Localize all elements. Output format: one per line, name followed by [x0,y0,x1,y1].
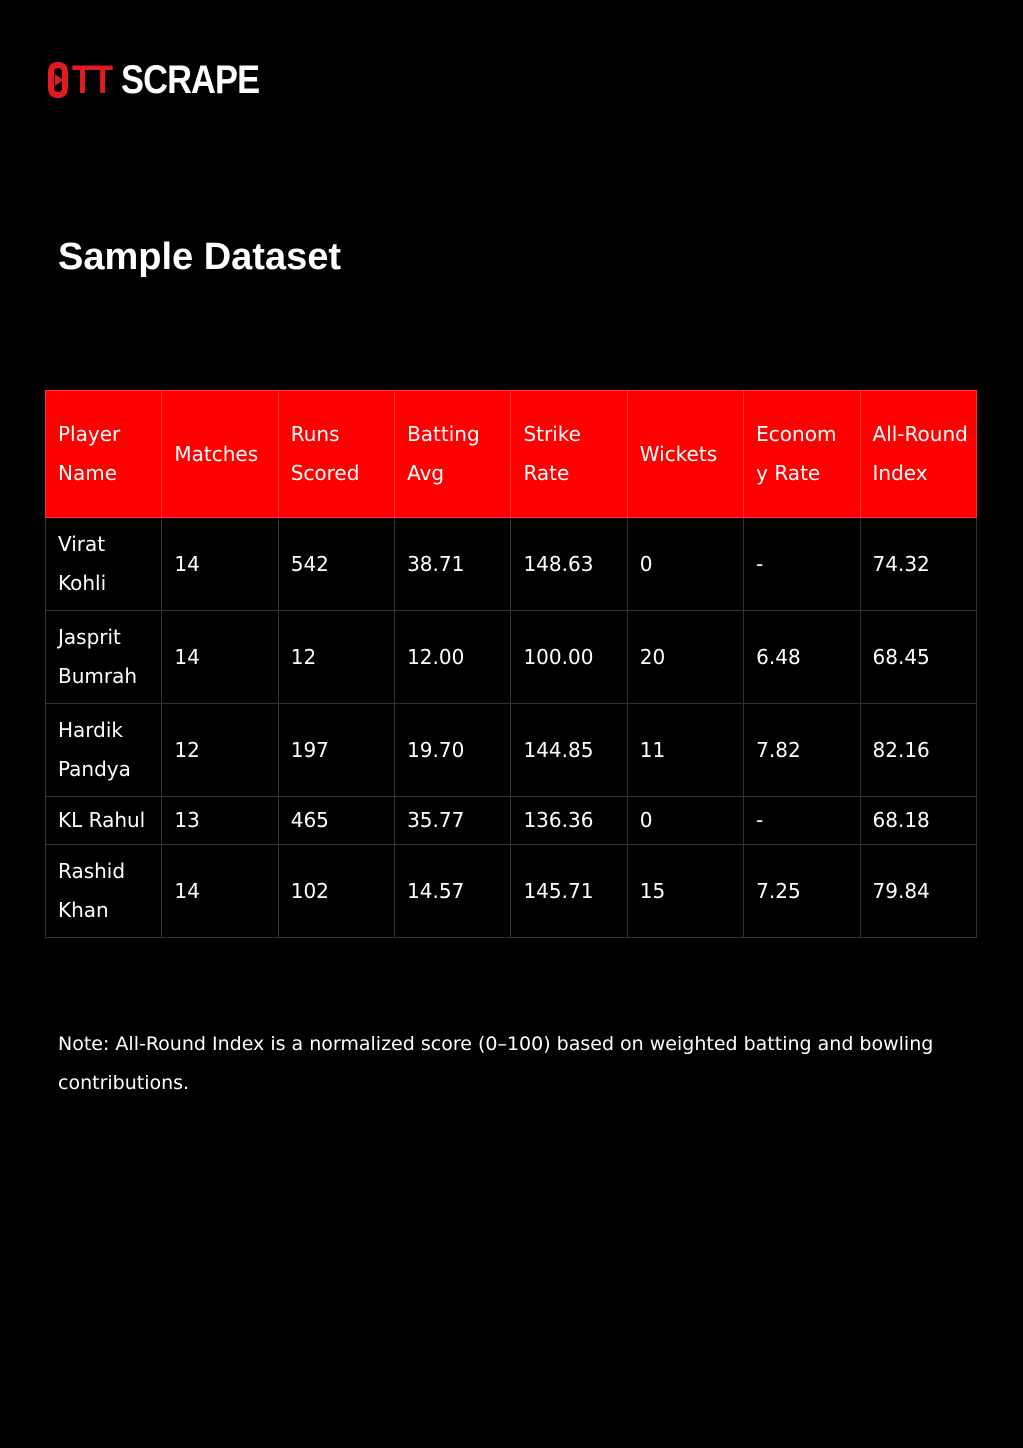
column-header: Matches [162,391,278,518]
table-cell: 7.25 [744,845,860,938]
table-cell: 0 [627,797,743,845]
column-header: Econom y Rate [744,391,860,518]
table-row [46,518,977,611]
table-body [46,518,977,938]
logo-wordmark [72,58,259,102]
table-cell: 38.71 [395,518,511,611]
column-header: Player Name [46,391,162,518]
table-cell: 12 [162,704,278,797]
table-cell: 145.71 [511,845,627,938]
column-header: Wickets [627,391,743,518]
table-cell: 68.45 [860,611,976,704]
table-note: Note: All-Round Index is a normalized score (0–100) based on weighted batting and bowling contributions. [58,1033,934,1094]
table-cell: 465 [278,797,394,845]
table-cell: 12 [278,611,394,704]
table-row [46,845,977,938]
table-cell: 102 [278,845,394,938]
table-header [46,391,977,518]
play-icon [46,60,70,100]
logo-wordmark-white: SCRAPE [112,58,260,102]
brand-logo [46,58,290,102]
table-cell: 35.77 [395,797,511,845]
table-cell: 14 [162,518,278,611]
table-cell: 197 [278,704,394,797]
player-name-cell: Jasprit Bumrah [46,611,162,704]
table-cell: 13 [162,797,278,845]
player-name-cell: Hardik Pandya [46,704,162,797]
table-cell: 7.82 [744,704,860,797]
table-cell: 20 [627,611,743,704]
table-cell: 14 [162,845,278,938]
table-cell: 11 [627,704,743,797]
column-header: All-Round Index [860,391,976,518]
table-cell: 100.00 [511,611,627,704]
table-cell: 82.16 [860,704,976,797]
column-header: Batting Avg [395,391,511,518]
table-cell: 19.70 [395,704,511,797]
table-cell: 136.36 [511,797,627,845]
table-cell: 68.18 [860,797,976,845]
table-cell: 79.84 [860,845,976,938]
logo-wordmark-red: TT [72,58,113,102]
table-cell: 148.63 [511,518,627,611]
column-header: Strike Rate [511,391,627,518]
table-cell: 14 [162,611,278,704]
table-row [46,611,977,704]
table-cell: 144.85 [511,704,627,797]
table-cell: - [744,797,860,845]
table-cell: 15 [627,845,743,938]
player-name-cell: KL Rahul [46,797,162,845]
player-name-cell: Rashid Khan [46,845,162,938]
table-cell: 12.00 [395,611,511,704]
table-cell: 6.48 [744,611,860,704]
table-row [46,704,977,797]
table-cell: 14.57 [395,845,511,938]
page-title: Sample Dataset [58,236,342,278]
table-cell: 542 [278,518,394,611]
table-cell: - [744,518,860,611]
table-cell: 74.32 [860,518,976,611]
table-header-row [46,391,977,518]
player-stats-table [45,390,977,938]
table-row [46,797,977,845]
table-cell: 0 [627,518,743,611]
column-header: Runs Scored [278,391,394,518]
player-name-cell: Virat Kohli [46,518,162,611]
